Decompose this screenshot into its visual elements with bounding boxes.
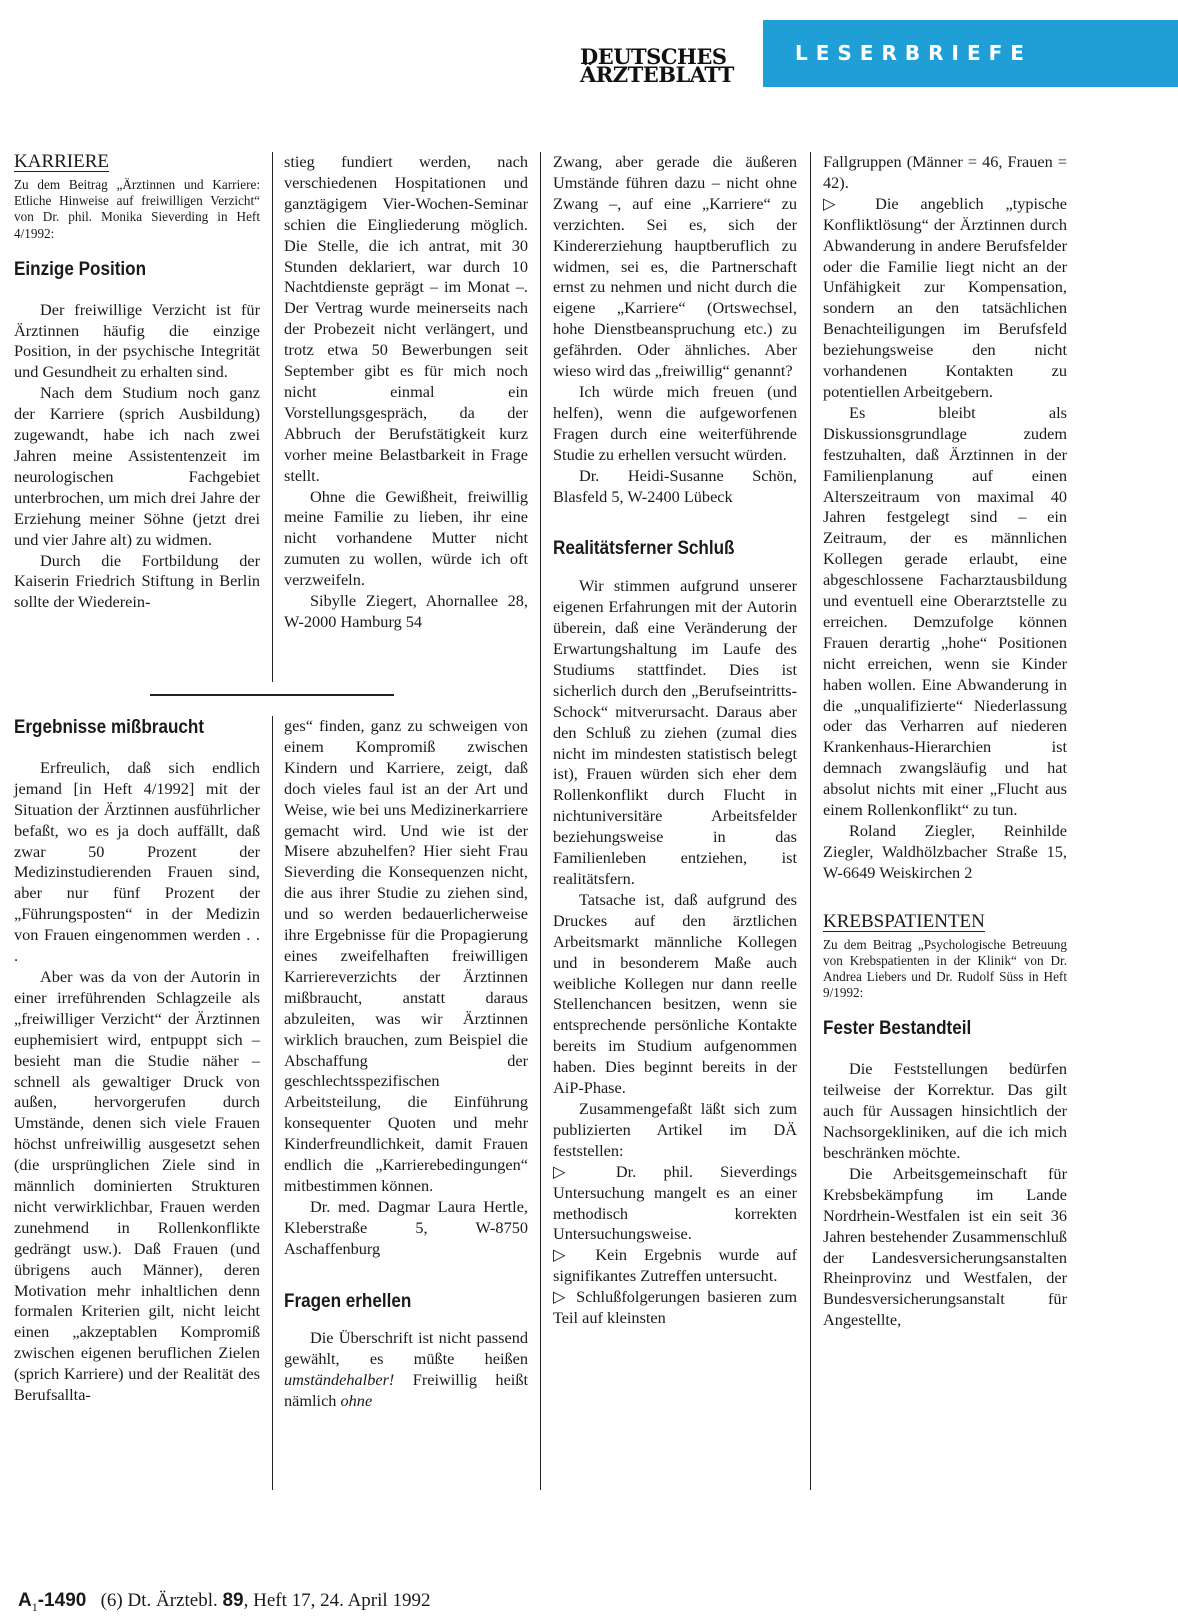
paragraph: Es bleibt als Diskussionsgrundlage zudem festzuhalten, daß Ärztinnen in der Familienplanung auf einen Alterszeitraum von maximal 40 Jahren festgelegt sind – ein Zeitraum, der es männlichen Kollegen gerade erlaubt, eine abgeschlossene Facharztausbildung und eventuell eine Oberarztstelle zu erreichen. Demzufolge können Frauen derartig „hohe“ Positionen nicht erreichen, wenn sie Kinder haben wollen. Eine Abwanderung in die „unqualifizierte“ Niederlassung oder das Verharren auf niederen Krankenhaus-Hierarchien ist demnach zwangsläufig und hat absolut nichts mit einer „Flucht aus einem Rollenkonflikt“ zu tun. (823, 402, 1067, 820)
paragraph: Der freiwillige Verzicht ist für Ärztinnen häufig die einzige Position, in der psychische Integrität und Gesundheit zu erhalten sind. (14, 299, 260, 382)
paragraph: Ohne die Gewißheit, freiwillig meine Familie zu lieben, ihr eine nicht vorhandene Mutter nicht zumuten zu wollen, würde ich oft verzweifeln. (284, 486, 528, 590)
column-divider (272, 716, 273, 1490)
footer-citation: (6) Dt. Ärztebl. (100, 1590, 223, 1611)
paragraph: Ich würde mich freuen (und helfen), wenn die aufgeworfenen Fragen durch eine weiterführende Studie zu erhellen versucht würden. (553, 381, 797, 464)
headline-einzige-position: Einzige Position (14, 258, 147, 280)
section-banner: LESERBRIEFE (763, 20, 1178, 87)
column-2-top (284, 152, 528, 633)
section-label-karriere: KARRIERE (14, 151, 109, 172)
page-subscript: 1 (31, 1599, 38, 1614)
bullet-item: ▷ Die angeblich „typische Konfliktlösung“ der Ärztinnen durch Abwanderung in andere Berufsfelder oder die Familie liegt nicht an der Unfähigkeit zur Kompensation, sondern an den tatsächlichen Benachteiligungen im Berufsfeld beziehungsweise den nicht vorhandenen Kontakten zu potentiellen Arbeitgebern. (823, 193, 1067, 401)
masthead-line2: ÄRZTEBLATT (580, 62, 734, 87)
footer-volume: 89 (222, 1590, 244, 1611)
emphasis: ohne (340, 1391, 373, 1411)
signature: Dr. Heidi-Susanne Schön, Blasfeld 5, W-2400 Lübeck (553, 465, 797, 506)
column-2-bottom (284, 716, 528, 1412)
paragraph: Die Arbeitsgemeinschaft für Krebsbekämpfung im Lande Nordrhein-Westfalen ist ein seit 36 Jahren bestehender Zusammenschluß der Landesversicherungsanstalten Rheinprovinz und Westfalen, der Bundesversicherungsanstalt für Angestellte, (823, 1163, 1067, 1330)
headline-realitaetsferner-schluss: Realitätsferner Schluß (553, 538, 735, 560)
column-1-bottom (14, 718, 260, 1406)
paragraph: Erfreulich, daß sich endlich jemand [in Heft 4/1992] mit der Situation der Ärztinnen ausführlicher befaßt, wo es ja doch auffällt, daß zwar 50 Prozent der Medizinstudierenden Frauen sind, aber nur fünf Prozent der „Führungsposten“ in der Medizin von Frauen eingenommen werden . . . (14, 757, 260, 966)
paragraph: stieg fundiert werden, nach verschiedenen Hospitationen und ganztägigem Vier-Wochen-Seminar schien die Eingliederung möglich. Die Stelle, die ich antrat, mit 30 Stunden deklariert, war durch 10 Nachtdienste geprägt – im Monat –. Der Vertrag wurde meinerseits nach der Probezeit nicht verlängert, und trotz etwa 50 Bewerbungen seit September gibt es für mich noch nicht einmal ein Vorstellungsgespräch, da der Abbruch der Berufstätigkeit kurz vorher meine Belastbarkeit in Frage stellt. (284, 152, 528, 485)
bullet-item: ▷ Kein Ergebnis wurde auf signifikantes Zutreffen untersucht. (553, 1245, 797, 1286)
headline-ergebnisse: Ergebnisse mißbraucht (14, 717, 205, 738)
page-prefix: A (18, 1590, 32, 1611)
paragraph: Nach dem Studium noch ganz der Karriere (sprich Ausbildung) zugewandt, habe ich nach zwei Jahren meine Assistentenzeit im neurologischen Fachgebiet unterbrochen, um mich drei Jahre der Erziehung meiner Söhne (jetzt drei und vier Jahre alt) zu widmen. (14, 383, 260, 549)
masthead-logo (580, 44, 748, 87)
paragraph (284, 1328, 528, 1412)
paragraph: Aber was da von der Autorin in einer irreführenden Schlagzeile als „freiwilliger Verzicht“ der Ärztinnen euphemisiert wird, entpuppt sich – besieht man die Studie näher – schnell als gewaltiger Druck von außen, hervorgerufen durch Umstände, denen sich viele Frauen höchst unfreiwillig ausgesetzt sehen (die ursprünglichen Ziele sind in männlich dominierten Strukturen nicht verwirklichbar, Frauen werden zunehmend in Rollenkonflikte gedrängt usw.). Daß Frauen (und übrigens auch Männer), deren Motivation mehr inhaltlichen denn formalen Kriterien gilt, nicht leicht einen „akzeptablen Kompromiß zwischen eigenen beruflichen Zielen (sprich Karriere) und der Realität des Berufsallta- (14, 966, 260, 1405)
intro-krebspatienten: Zu dem Beitrag „Psychologische Betreuung von Krebspatienten in der Klinik“ von Dr. Andrea Liebers und Dr. Rudolf Süss in Heft 9/1992: (823, 936, 1067, 1001)
paragraph: Zusammengefaßt läßt sich zum publizierten Artikel im DÄ feststellen: (553, 1098, 797, 1160)
column-1-top (14, 152, 260, 613)
column-3 (553, 152, 797, 1329)
page-number: -1490 (37, 1590, 87, 1611)
text-run: Die Überschrift ist nicht passend gewählt, es müßte heißen (284, 1328, 528, 1369)
masthead-line1: DEUTSCHES (580, 44, 727, 69)
column-divider (810, 152, 811, 1490)
column-divider (272, 152, 273, 682)
section-divider (150, 694, 394, 696)
paragraph: Die Feststellungen bedürfen teilweise der Korrektur. Das gilt auch für Aussagen hinsichtlich der Nachsorgekliniken, auf die ich mich beschränken möchte. (823, 1059, 1067, 1162)
signature: Dr. med. Dagmar Laura Hertle, Kleberstraße 5, W-8750 Aschaffenburg (284, 1196, 528, 1258)
paragraph: Fallgruppen (Männer = 46, Frauen = 42). (823, 152, 1067, 192)
paragraph: Tatsache ist, daß aufgrund des Druckes auf den ärztlichen Arbeitsmarkt männliche Kollegen und in besonderem Maße auch weibliche Kollegen nur dann reelle Stellenchancen besitzen, wenn sie entsprechende persönliche Kontakte bereits im Studium aufgenommen haben. Dies beginnt bereits in der AiP-Phase. (553, 889, 797, 1098)
paragraph: Zwang, aber gerade die äußeren Umstände führen dazu – nicht ohne Zwang –, auf eine „Karriere“ zu verzichten. Sei es, sich der Kindererziehung hauptberuflich zu widmen, sei es, die Partnerschaft ernst zu nehmen und nicht durch die eigene „Karriere“ (Ortswechsel, hohe Dienstbeanspruchung etc.) zu gefährden. Oder ähnliches. Aber wieso wird das „freiwillig“ genannt? (553, 152, 797, 381)
signature: Roland Ziegler, Reinhilde Ziegler, Waldhölzbacher Straße 15, W-6649 Weiskirchen 2 (823, 821, 1067, 882)
paragraph: Wir stimmen aufgrund unserer eigenen Erfahrungen mit der Autorin überein, daß eine Veränderung der Erwartungshaltung im Laufe des Studiums stattfindet. Dies ist sicherlich durch den „Berufseintritts-Schock“ mitverursacht. Daraus aber den Schluß zu ziehen (zumal dies nicht im mindesten statistisch belegt ist), Frauen würden sich eher dem Rollenkonflikt durch Flucht in nichtuniversitäre Arbeitsfelder beziehungsweise in das Familienleben entziehen, ist realitätsfern. (553, 576, 797, 888)
section-label-krebspatienten: KREBSPATIENTEN (823, 910, 985, 932)
column-4 (823, 152, 1067, 1331)
column-divider (540, 152, 541, 1490)
headline-fragen-erhellen: Fragen erhellen (284, 1290, 412, 1312)
paragraph: Durch die Fortbildung der Kaiserin Friedrich Stiftung in Berlin sollte der Wiederein- (14, 550, 260, 612)
paragraph: ges“ finden, ganz zu schweigen von einem Kompromiß zwischen Kindern und Karriere, zeigt, daß doch vieles faul ist an der Art und Weise, wie bei uns Medizinerkarriere gemacht wird. Und wie ist der Misere abzuhelfen? Hier sieht Frau Sieverding die Konsequenzen nicht, die aus ihrer Studie zu ziehen sind, und so werden bedauerlicherweise ihre Ergebnisse für die Propagierung eines zweifelhaften freiwilligen Karriereverzichts der Ärztinnen mißbraucht, anstatt daraus abzuleiten, was wir Ärztinnen wirklich brauchen, zum Beispiel die Abschaffung der geschlechtsspezifischen Arbeitsteilung, die Einführung konsequenter Quoten und mehr Kinderfreundlichkeit, damit Frauen endlich die „Karrierebedingungen“ mitbestimmen können. (284, 716, 528, 1195)
intro-karriere: Zu dem Beitrag „Ärztinnen und Karriere: Etliche Hinweise auf freiwilligen Verzicht“ von Dr. phil. Monika Sieverding in Heft 4/1992: (14, 176, 260, 241)
footer-issue: , Heft 17, 24. April 1992 (243, 1590, 431, 1611)
emphasis: umständehalber! (284, 1370, 395, 1390)
text-run: Freiwillig heißt nämlich (284, 1370, 528, 1411)
bullet-item: ▷ Dr. phil. Sieverdings Untersuchung mangelt es an einer methodisch korrekten Untersuchungsweise. (553, 1161, 797, 1244)
bullet-item: ▷ Schlußfolgerungen basieren zum Teil auf kleinsten (553, 1287, 797, 1328)
signature: Sibylle Ziegert, Ahornallee 28, W-2000 Hamburg 54 (284, 591, 528, 631)
page-footer (18, 1590, 430, 1615)
headline-fester-bestandteil: Fester Bestandteil (823, 1018, 972, 1040)
